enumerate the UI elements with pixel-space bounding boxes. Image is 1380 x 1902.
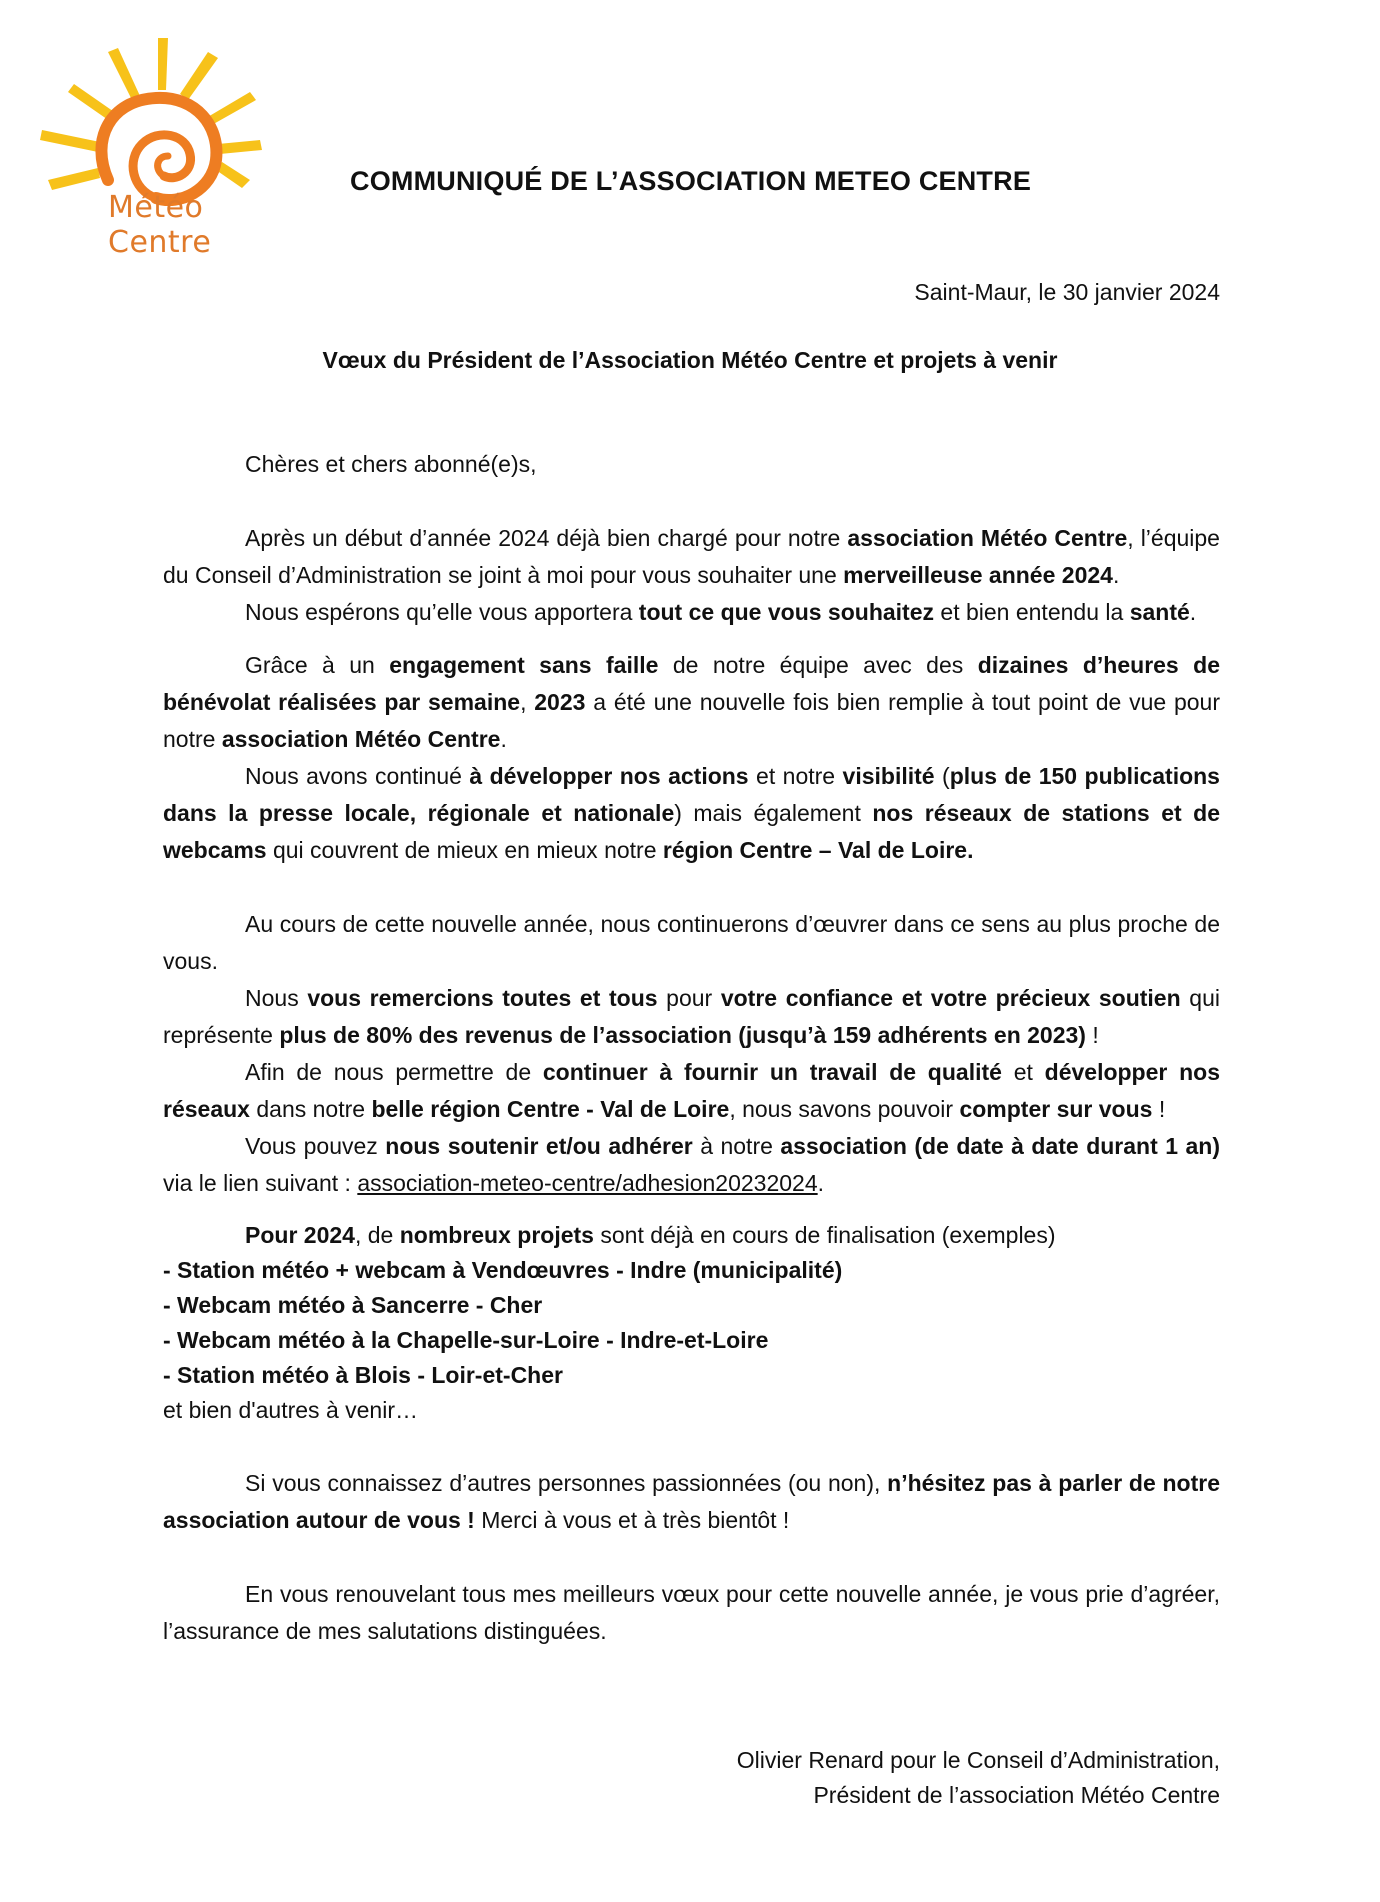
logo-text: Météo Centre [108,190,212,260]
signature-line-1: Olivier Renard pour le Conseil d’Administration, [736,1747,1220,1773]
signature-line-2: Président de l’association Météo Centre [813,1782,1220,1808]
paragraph-2: Nous espérons qu’elle vous apportera tout ce que vous souhaitez et bien entendu la santé. [245,599,1197,625]
paragraph-9: Si vous connaissez d’autres personnes passionnées (ou non), n’hésitez pas à parler de notre association autour de vous ! Merci à vous et à très bientôt ! [163,1470,1220,1533]
paragraph-3: Grâce à un engagement sans faille de notre équipe avec des dizaines d’heures de bénévolat réalisées par semaine, 2023 a été une nouvelle fois bien remplie à tout point de vue pour notre association Météo Centre. [163,652,1220,752]
list-item: - Station météo à Blois - Loir-et-Cher [163,1362,563,1388]
greeting: Chères et chers abonné(e)s, [245,451,537,477]
membership-link[interactable]: association-meteo-centre/adhesion20232024 [357,1170,818,1196]
projects-outro: et bien d'autres à venir… [163,1397,418,1423]
paragraph-1: Après un début d’année 2024 déjà bien chargé pour notre association Météo Centre, l’équipe du Conseil d’Administration se joint à moi pour vous souhaiter une merveilleuse année 2024. [163,525,1220,588]
paragraph-6: Nous vous remercions toutes et tous pour votre confiance et votre précieux soutien qui représente plus de 80% des revenus de l’association (jusqu’à 159 adhérents en 2023) ! [163,985,1220,1048]
list-item: - Webcam météo à la Chapelle-sur-Loire - Indre-et-Loire [163,1327,769,1353]
letter-body [163,446,1220,1650]
projects-intro: Pour 2024, de nombreux projets sont déjà en cours de finalisation (exemples) [245,1222,1056,1248]
meteo-centre-logo [30,30,300,260]
paragraph-7: Afin de nous permettre de continuer à fournir un travail de qualité et développer nos réseaux dans notre belle région Centre - Val de Loire, nous savons pouvoir compter sur vous ! [163,1059,1220,1122]
list-item: - Station météo + webcam à Vendœuvres - Indre (municipalité) [163,1257,843,1283]
paragraph-4: Nous avons continué à développer nos actions et notre visibilité (plus de 150 publications dans la presse locale, régionale et nationale) mais également nos réseaux de stations et de webcams qui couvrent de mieux en mieux notre région Centre – Val de Loire. [163,763,1220,863]
paragraph-8: Vous pouvez nous soutenir et/ou adhérer à notre association (de date à date durant 1 an) via le lien suivant : association-meteo-centre/adhesion20232024. [163,1133,1220,1196]
letter-subject: Vœux du Président de l’Association Météo Centre et projets à venir [322,347,1058,373]
letter-date: Saint-Maur, le 30 janvier 2024 [914,279,1220,305]
signature [737,1743,1220,1813]
paragraph-5: Au cours de cette nouvelle année, nous continuerons d’œuvrer dans ce sens au plus proche de vous. [163,911,1220,974]
page-title: COMMUNIQUÉ DE L’ASSOCIATION METEO CENTRE [350,166,1032,196]
list-item: - Webcam météo à Sancerre - Cher [163,1292,543,1318]
paragraph-10: En vous renouvelant tous mes meilleurs vœux pour cette nouvelle année, je vous prie d’agréer, l’assurance de mes salutations distinguées. [163,1581,1220,1644]
